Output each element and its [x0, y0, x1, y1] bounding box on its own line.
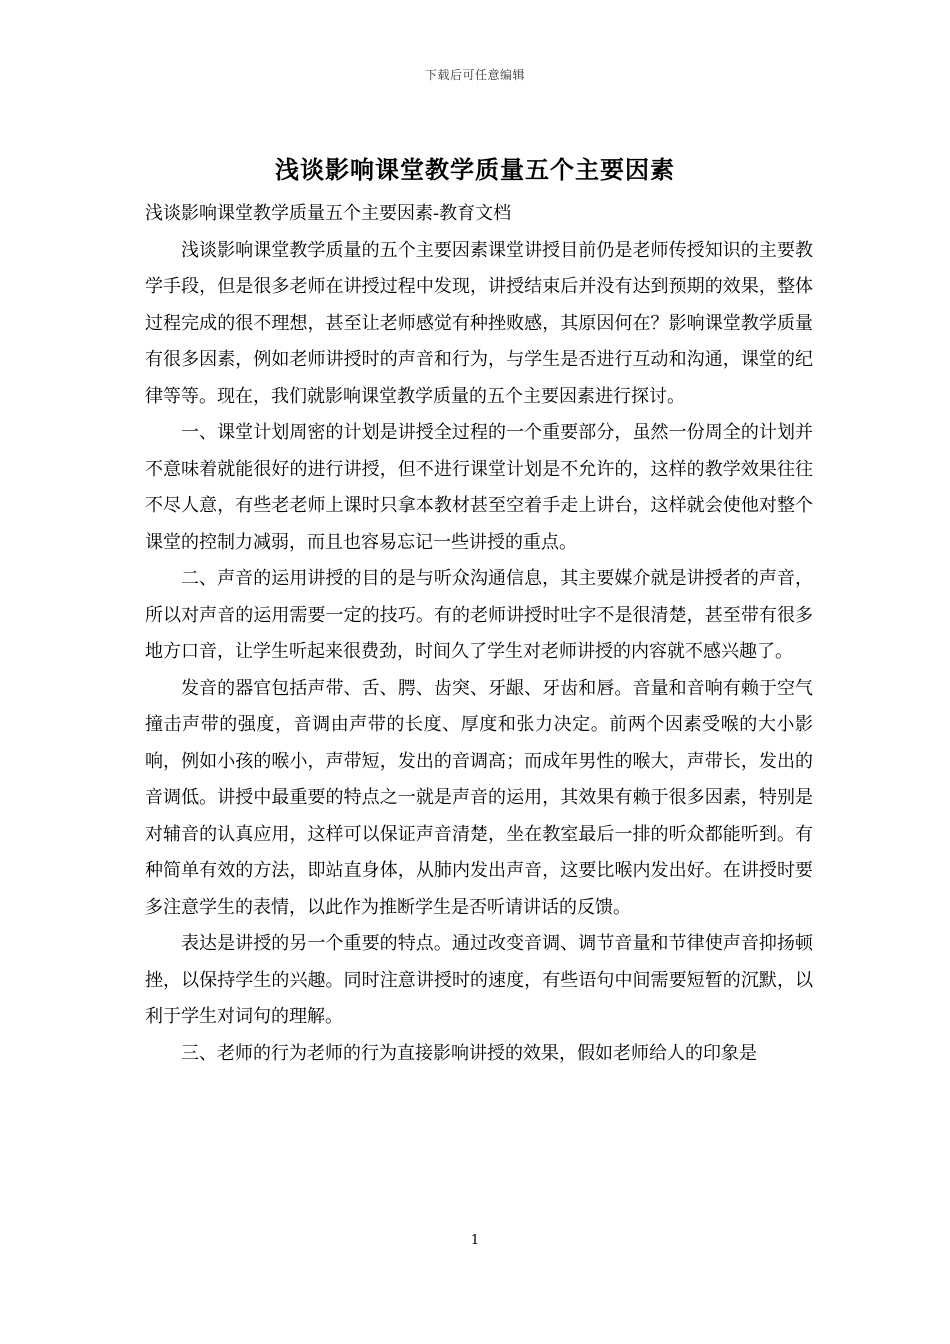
- document-body: [145, 196, 813, 1072]
- document-subtitle: 浅谈影响课堂教学质量五个主要因素-教育文档: [145, 203, 512, 224]
- paragraph-expression: 表达是讲授的另一个重要的特点。通过改变音调、调节音量和节律使声音抑扬顿挫，以保持学生的兴趣。同时注意讲授时的速度，有些语句中间需要短暂的沉默，以利于学生对词句的理解。: [145, 933, 813, 1027]
- paragraph-section-1: 一、课堂计划周密的计划是讲授全过程的一个重要部分，虽然一份周全的计划并不意味着就能很好的进行讲授，但不进行课堂计划是不允许的，这样的教学效果往往不尽人意，有些老老师上课时只拿本教材甚至空着手走上讲台，这样就会使他对整个课堂的控制力减弱，而且也容易忘记一些讲授的重点。: [145, 422, 813, 553]
- document-title: 浅谈影响课堂教学质量五个主要因素: [275, 155, 675, 184]
- page-number: 1: [470, 1233, 480, 1248]
- paragraph-intro: 浅谈影响课堂教学质量的五个主要因素课堂讲授目前仍是老师传授知识的主要教学手段，但是很多老师在讲授过程中发现，讲授结束后并没有达到预期的效果，整体过程完成的很不理想，甚至让老师感觉有种挫败感，其原因何在？影响课堂教学质量有很多因素，例如老师讲授时的声音和行为，与学生是否进行互动和沟通，课堂的纪律等等。现在，我们就影响课堂教学质量的五个主要因素进行探讨。: [145, 239, 813, 407]
- paragraph-pronunciation: 发音的器官包括声带、舌、腭、齿突、牙龈、牙齿和唇。音量和音响有赖于空气撞击声带的强度，音调由声带的长度、厚度和张力决定。前两个因素受喉的大小影响，例如小孩的喉小，声带短，发出的音调高；而成年男性的喉大，声带长，发出的音调低。讲授中最重要的特点之一就是声音的运用，其效果有赖于很多因素，特别是对辅音的认真应用，这样可以保证声音清楚，坐在教室最后一排的听众都能听到。有种简单有效的方法，即站直身体，从肺内发出声音，这要比喉内发出好。在讲授时要多注意学生的表情，以此作为推断学生是否听请讲话的反馈。: [145, 677, 813, 918]
- header-note: 下载后可任意编辑: [424, 68, 525, 82]
- paragraph-section-3: 三、老师的行为老师的行为直接影响讲授的效果，假如老师给人的印象是: [181, 1042, 757, 1064]
- paragraph-section-2: 二、声音的运用讲授的目的是与听众沟通信息，其主要媒介就是讲授者的声音，所以对声音的运用需要一定的技巧。有的老师讲授时吐字不是很清楚，甚至带有很多地方口音，让学生听起来很费劲，时间久了学生对老师讲授的内容就不感兴趣了。: [145, 568, 813, 662]
